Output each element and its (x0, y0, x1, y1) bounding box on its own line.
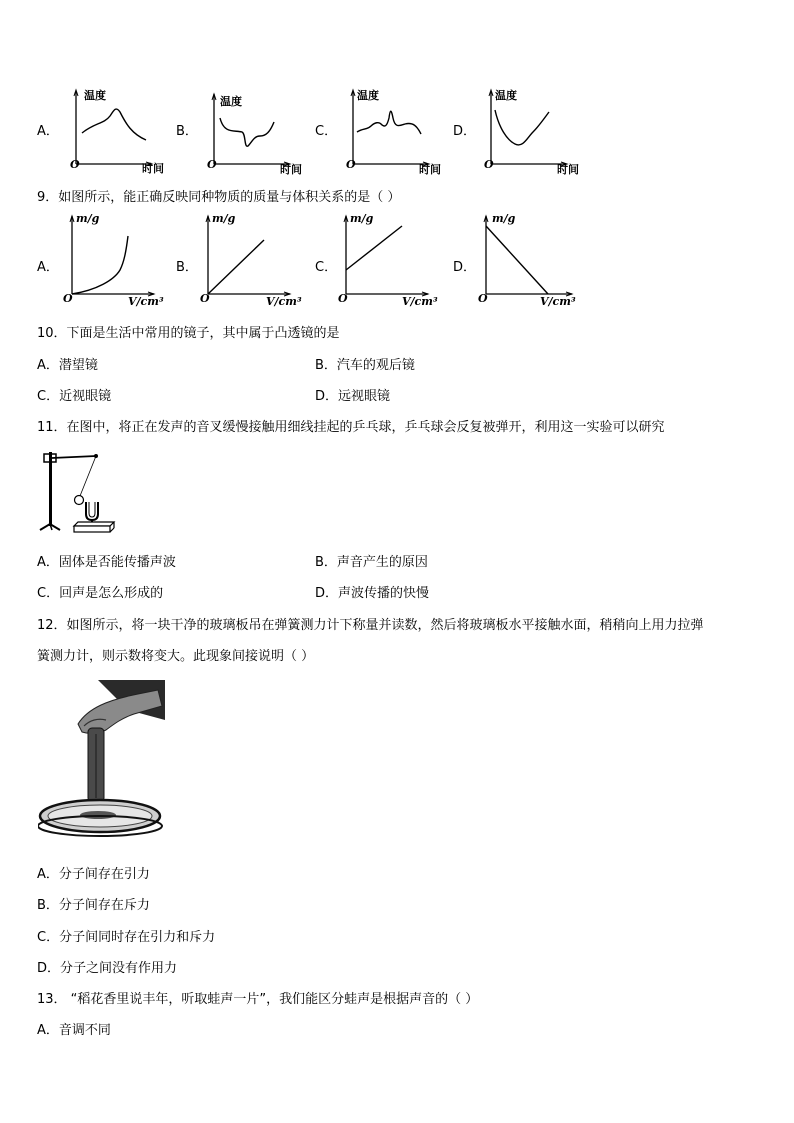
q12-option-a: A．分子间存在引力 (37, 867, 150, 882)
q9-graph-c (336, 212, 432, 302)
q9-c-y-label: m/g (350, 212, 374, 225)
q11-option-d: D．声波传播的快慢 (315, 586, 430, 601)
q9-option-b-letter: B． (176, 260, 198, 275)
q10-option-a: A．潜望镜 (37, 358, 98, 373)
q13-stem: 13． “稻花香里说丰年，听取蛙声一片”，我们能区分蛙声是根据声音的（ ） (37, 992, 479, 1007)
q12-option-d: D．分子之间没有作用力 (37, 961, 178, 976)
q8-option-d-letter: D． (453, 124, 477, 139)
spring-scale-water-photo (38, 680, 165, 850)
q8-c-y-label: 温度 (357, 89, 379, 102)
q11-option-b: B．声音产生的原因 (315, 555, 428, 570)
q8-b-y-label: 温度 (220, 95, 242, 108)
q9-b-x-label: V/cm³ (266, 295, 302, 308)
q11-option-c: C．回声是怎么形成的 (37, 586, 164, 601)
q12-stem-line2: 簧测力计，则示数将变大。此现象间接说明（ ） (37, 649, 315, 664)
q12-stem-line1: 12．如图所示，将一块干净的玻璃板吊在弹簧测力计下称量并读数，然后将玻璃板水平接触水面，稍稍向上用力拉弹 (37, 618, 704, 633)
q8-d-origin: O (484, 158, 494, 171)
q8-a-origin: O (70, 158, 80, 171)
q8-c-x-label: 时间 (419, 163, 441, 176)
q9-d-y-label: m/g (492, 212, 516, 225)
q12-option-b: B．分子间存在斥力 (37, 898, 150, 913)
q8-option-c-letter: C． (315, 124, 338, 139)
q8-b-x-label: 时间 (280, 163, 302, 176)
q8-c-origin: O (346, 158, 356, 171)
q9-d-origin: O (478, 292, 488, 305)
q10-option-d: D．远视眼镜 (315, 389, 391, 404)
q9-stem: 9．如图所示，能正确反映同种物质的质量与体积关系的是（ ） (37, 190, 401, 205)
q10-option-b: B．汽车的观后镜 (315, 358, 415, 373)
q9-option-d-letter: D． (453, 260, 477, 275)
q8-a-y-label: 温度 (84, 89, 106, 102)
q9-c-x-label: V/cm³ (402, 295, 438, 308)
q10-stem: 10．下面是生活中常用的镜子，其中属于凸透镜的是 (37, 326, 340, 341)
q10-option-c: C．近视眼镜 (37, 389, 112, 404)
q9-c-origin: O (338, 292, 348, 305)
q8-d-x-label: 时间 (557, 163, 579, 176)
q9-b-origin: O (200, 292, 210, 305)
q13-option-a: A．音调不同 (37, 1023, 111, 1038)
q9-d-x-label: V/cm³ (540, 295, 576, 308)
q9-a-origin: O (63, 292, 73, 305)
q8-d-y-label: 温度 (495, 89, 517, 102)
q9-a-x-label: V/cm³ (128, 295, 164, 308)
q9-graph-d (476, 212, 576, 302)
q8-option-a-letter: A． (37, 124, 59, 139)
q9-option-a-letter: A． (37, 260, 59, 275)
q9-graph-b (198, 212, 294, 302)
q8-option-b-letter: B． (176, 124, 198, 139)
q9-option-c-letter: C． (315, 260, 338, 275)
q8-a-x-label: 时间 (142, 162, 164, 175)
tuning-fork-figure (36, 446, 120, 540)
q11-stem: 11．在图中，将正在发声的音叉缓慢接触用细线挂起的乒乓球，乒乓球会反复被弹开，利用这一实验可以研究 (37, 420, 665, 435)
q9-a-y-label: m/g (76, 212, 100, 225)
q9-graph-a (62, 212, 158, 302)
q11-option-a: A．固体是否能传播声波 (37, 555, 176, 570)
q9-b-y-label: m/g (212, 212, 236, 225)
q8-b-origin: O (207, 158, 217, 171)
q12-option-c: C．分子间同时存在引力和斥力 (37, 930, 216, 945)
